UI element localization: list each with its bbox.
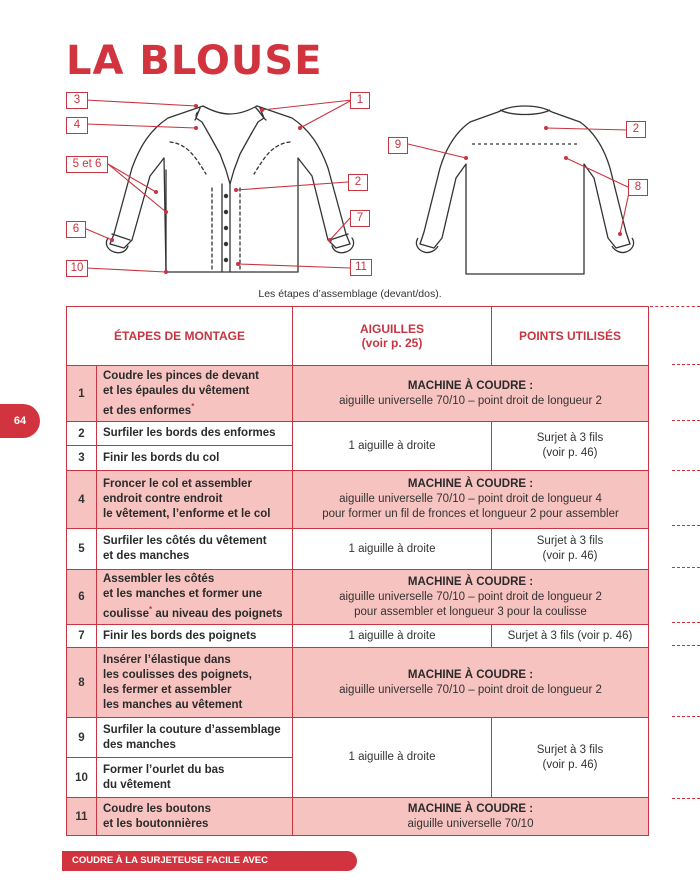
step-number: 7 (67, 625, 97, 648)
header-etapes: ÉTAPES DE MONTAGE (67, 307, 293, 366)
dashed-line (672, 525, 700, 526)
step-number: 1 (67, 366, 97, 422)
machine-cell: MACHINE À COUDRE : aiguille universelle 70/10 – point droit de longueur 2 pour assembler et longueur 3 pour la coulisse (293, 570, 649, 625)
step-description: Surfiler les côtés du vêtement et des manches (97, 529, 293, 570)
machine-cell: MACHINE À COUDRE : aiguille universelle 70/10 – point droit de longueur 2 (293, 648, 649, 718)
machine-cell: MACHINE À COUDRE : aiguille universelle 70/10 (293, 798, 649, 836)
dashed-line (672, 567, 700, 568)
table-row (67, 570, 649, 625)
machine-cell: MACHINE À COUDRE : aiguille universelle 70/10 – point droit de longueur 4 pour former un fil de fronces et longueur 2 pour assembler (293, 471, 649, 529)
step-number: 10 (67, 758, 97, 798)
step-number: 4 (67, 471, 97, 529)
machine-cell: MACHINE À COUDRE : aiguille universelle 70/10 – point droit de longueur 2 (293, 366, 649, 422)
step-description: Coudre les boutons et les boutonnières (97, 798, 293, 836)
needle-cell: 1 aiguille à droite (293, 422, 492, 471)
step-number: 2 (67, 422, 97, 446)
step-description: Former l’ourlet du bas du vêtement (97, 758, 293, 798)
needle-cell: 1 aiguille à droite (293, 718, 492, 798)
page-title: LA BLOUSE (66, 38, 323, 84)
callout-10: 10 (66, 260, 88, 277)
step-number: 11 (67, 798, 97, 836)
step-number: 6 (67, 570, 97, 625)
header-aiguilles: AIGUILLES (voir p. 25) (293, 307, 492, 366)
step-description: Finir les bords des poignets (97, 625, 293, 648)
callout-6: 6 (66, 221, 86, 238)
callout-4: 4 (66, 117, 88, 134)
footer-banner: COUDRE À LA SURJETEUSE FACILE AVEC CREAPASSIONS.COM (62, 851, 357, 871)
step-number: 3 (67, 446, 97, 471)
dashed-line (672, 364, 700, 365)
step-description: Finir les bords du col (97, 446, 293, 471)
dashed-line (650, 306, 700, 307)
callout-11: 11 (350, 259, 372, 276)
callout-5-et-6: 5 et 6 (66, 156, 108, 173)
callout-back-2: 2 (626, 121, 646, 138)
assembly-steps-table (66, 306, 649, 836)
step-description: Assembler les côtés et les manches et former une coulisse* au niveau des poignets (97, 570, 293, 625)
figure-caption: Les étapes d’assemblage (devant/dos). (258, 288, 442, 300)
stitch-cell: Surjet à 3 fils (voir p. 46) (492, 422, 649, 471)
dashed-line (672, 622, 700, 623)
table-row (67, 529, 649, 570)
table-row (67, 422, 649, 446)
stitch-cell: Surjet à 3 fils (voir p. 46) (492, 529, 649, 570)
table-row (67, 648, 649, 718)
table-row (67, 625, 649, 648)
stitch-cell: Surjet à 3 fils (voir p. 46) (492, 718, 649, 798)
step-description: Froncer le col et assembler endroit contre endroit le vêtement, l’enforme et le col (97, 471, 293, 529)
table-row (67, 471, 649, 529)
page-number-tab: 64 (0, 404, 40, 438)
callout-3: 3 (66, 92, 88, 109)
step-number: 8 (67, 648, 97, 718)
step-description: Surfiler la couture d’assemblage des manches (97, 718, 293, 758)
callout-back-9: 9 (388, 137, 408, 154)
callout-2: 2 (348, 174, 368, 191)
table-row (67, 366, 649, 422)
dashed-line (672, 798, 700, 799)
dashed-line (672, 470, 700, 471)
step-description: Insérer l’élastique dans les coulisses des poignets, les fermer et assembler les manches au vêtement (97, 648, 293, 718)
needle-cell: 1 aiguille à droite (293, 529, 492, 570)
dashed-line (672, 645, 700, 646)
step-number: 5 (67, 529, 97, 570)
table-row (67, 798, 649, 836)
table-header-row (67, 307, 649, 366)
step-description: Surfiler les bords des enformes (97, 422, 293, 446)
stitch-cell: Surjet à 3 fils (voir p. 46) (492, 625, 649, 648)
dashed-line (672, 716, 700, 717)
needle-cell: 1 aiguille à droite (293, 625, 492, 648)
table-row (67, 718, 649, 758)
step-number: 9 (67, 718, 97, 758)
step-description: Coudre les pinces de devant et les épaules du vêtement et des enformes* (97, 366, 293, 422)
header-points: POINTS UTILISÉS (492, 307, 649, 366)
dashed-line (672, 420, 700, 421)
callout-1: 1 (350, 92, 370, 109)
callout-back-8: 8 (628, 179, 648, 196)
callout-7: 7 (350, 210, 370, 227)
